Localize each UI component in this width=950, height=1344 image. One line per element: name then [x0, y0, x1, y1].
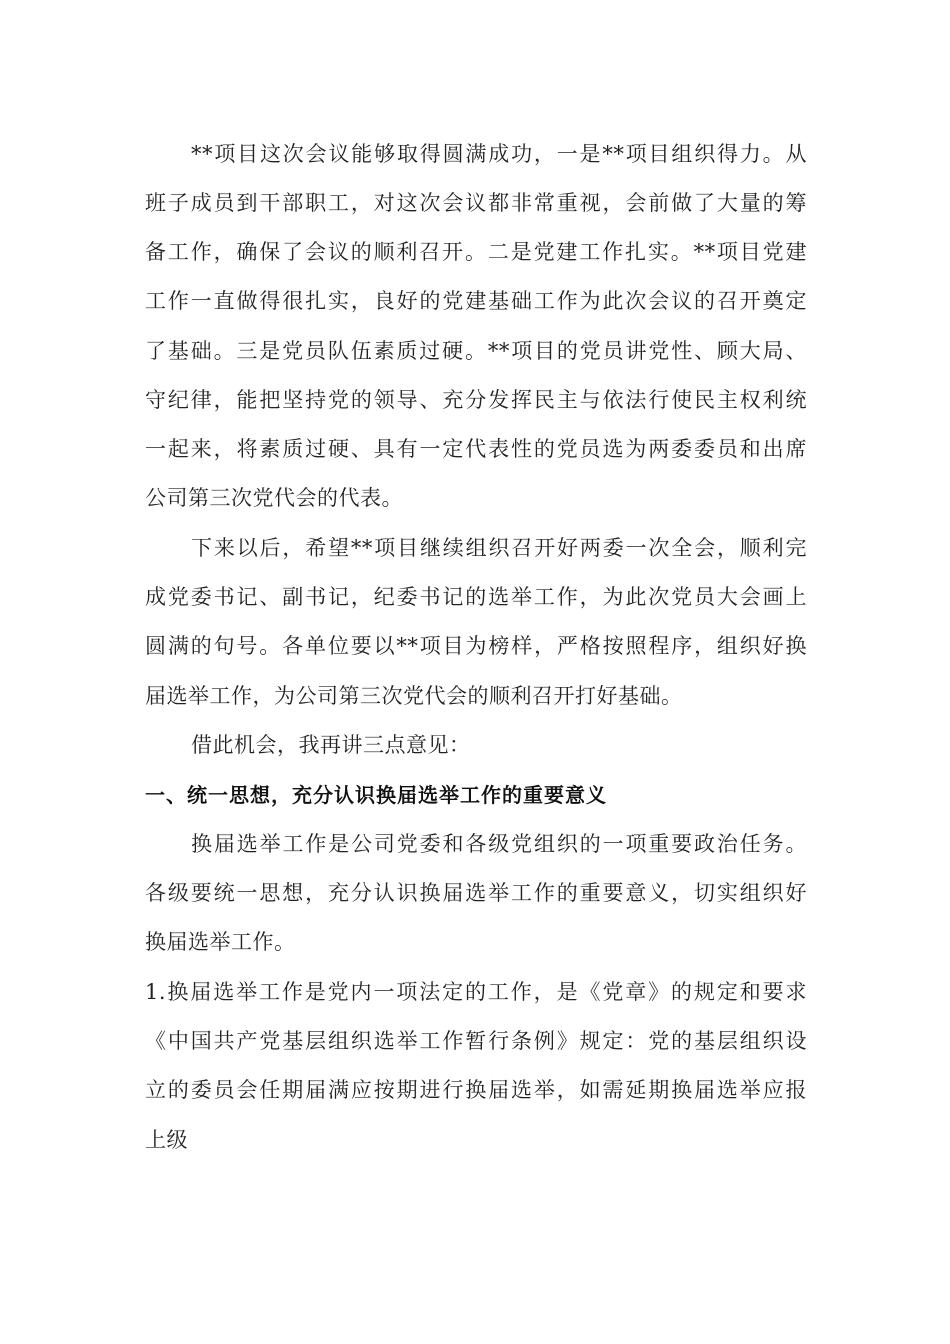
paragraph-2-line-1: 下来以后，希望**项目继续组织召开好两委一次全会，顺利完: [191, 536, 807, 560]
paragraph-1-line-7: 一起来，将素质过硬、具有一定代表性的党员选为两委委员和出席: [145, 437, 807, 461]
section-heading-1: 一、统一思想，充分认识换届选举工作的重要意义: [145, 783, 607, 807]
paragraph-1-line-5: 了基础。三是党员队伍素质过硬。**项目的党员讲党性、顾大局、: [145, 339, 807, 363]
paragraph-5-line-2: 立的委员会任期届满应按期进行换届选举，如需延期换届选举应报: [145, 1078, 807, 1102]
paragraph-1-line-8: 公司第三次党代会的代表。: [145, 486, 403, 510]
paragraph-1-line-4: 工作一直做得很扎实，良好的党建基础工作为此次会议的召开奠定: [145, 289, 807, 313]
paragraph-4-line-2: 各级要统一思想，充分认识换届选举工作的重要意义，切实组织好: [145, 881, 807, 905]
paragraph-5-line-1: 《中国共产党基层组织选举工作暂行条例》规定：党的基层组织设: [145, 1029, 807, 1053]
paragraph-3-line-1: 借此机会，我再讲三点意见：: [191, 733, 471, 757]
paragraph-4-line-3: 换届选举工作。: [145, 930, 296, 954]
paragraph-1-line-6: 守纪律，能把坚持党的领导、充分发挥民主与依法行使民主权利统: [145, 388, 807, 412]
paragraph-5-line-3: 上级: [145, 1128, 188, 1152]
paragraph-1-line-1: **项目这次会议能够取得圆满成功，一是**项目组织得力。从: [191, 142, 807, 166]
paragraph-2-line-4: 届选举工作，为公司第三次党代会的顺利召开打好基础。: [145, 684, 683, 708]
paragraph-1-line-3: 备工作，确保了会议的顺利召开。二是党建工作扎实。**项目党建: [145, 240, 807, 264]
paragraph-1-line-2: 班子成员到干部职工，对这次会议都非常重视，会前做了大量的筹: [145, 191, 807, 215]
paragraph-2-line-2: 成党委书记、副书记，纪委书记的选举工作，为此次党员大会画上: [145, 585, 807, 609]
paragraph-4-line-1: 换届选举工作是公司党委和各级党组织的一项重要政治任务。: [191, 832, 807, 856]
subsection-heading-1: 1.换届选举工作是党内一项法定的工作，是《党章》的规定和要求: [145, 980, 807, 1004]
paragraph-2-line-3: 圆满的句号。各单位要以**项目为榜样，严格按照程序，组织好换: [145, 634, 807, 658]
